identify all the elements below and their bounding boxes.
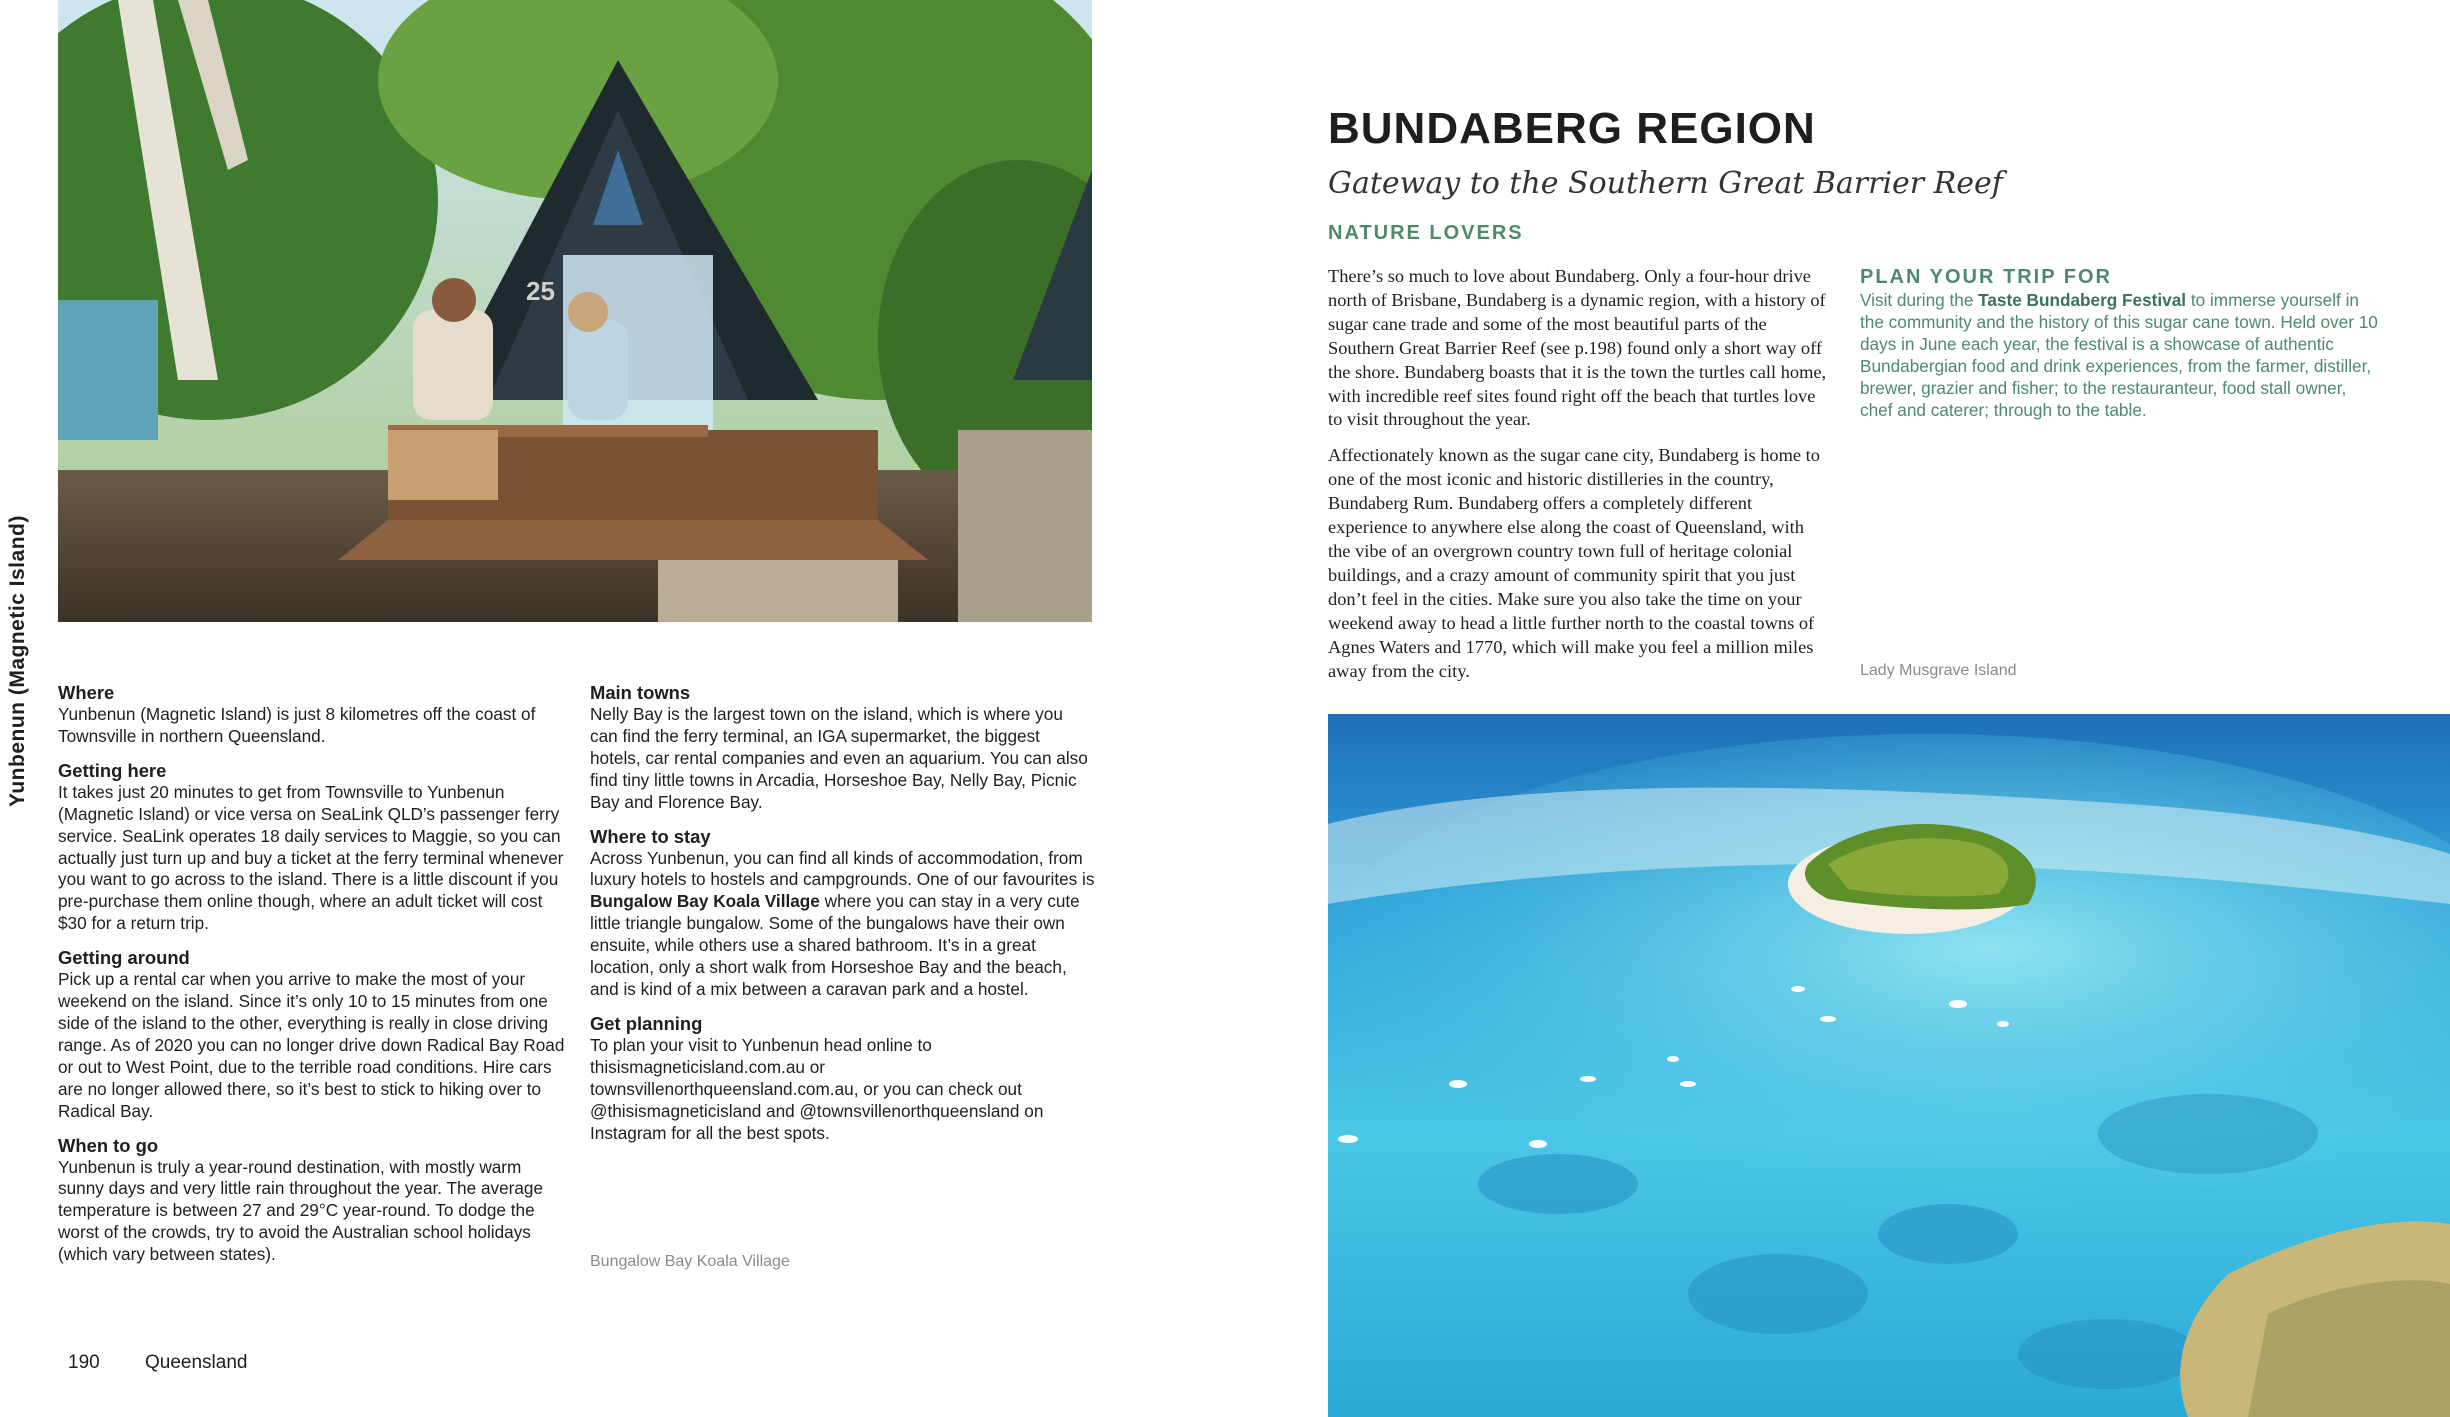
plan-trip-text-a: Visit during the xyxy=(1860,290,1979,310)
plan-trip-heading: PLAN YOUR TRIP FOR xyxy=(1860,266,2112,288)
intro-text xyxy=(1328,265,1828,695)
eyebrow-label: NATURE LOVERS xyxy=(1328,222,1524,244)
plan-trip-text-b: to immerse yourself in the community and the history of this sugar cane town. Held over 10 days in June each year, the festival is a showcase of authentic Bundabergian food and drink experiences, from the farmer, distiller, brewer, grazier and fisher; to the restauranteur, food stall owner, chef and caterer; through to the table. xyxy=(1860,290,2378,420)
heading-main-towns: Main towns xyxy=(590,682,691,703)
heading-get-planning: Get planning xyxy=(590,1012,703,1034)
body-getting-around: Pick up a rental car when you arrive to make the most of your weekend on the island. Since it’s only 10 to 15 minutes from one side of the island to the other, everything is really in close driving range. As of 2020 you can no longer drive down Radical Bay Road or out to West Point, due to the terrible road conditions. Hire cars are no longer allowed there, so it’s best to stick to hiking over to Radical Bay. xyxy=(58,969,565,1121)
hut-number-25: 25 xyxy=(526,276,555,306)
plan-trip-highlight: Taste Bundaberg Festival xyxy=(1978,290,2187,310)
caption-lady-musgrave: Lady Musgrave Island xyxy=(1860,662,2017,679)
left-column-1 xyxy=(58,682,568,1278)
where-to-stay-highlight: Bungalow Bay Koala Village xyxy=(590,891,820,912)
page-title: BUNDABERG REGION xyxy=(1328,104,1816,153)
heading-getting-around: Getting around xyxy=(58,947,190,969)
body-when-to-go: Yunbenun is truly a year-round destination, with mostly warm sunny days and very little rain throughout the year. The average temperature is between 27 and 29°C year-round. To dodge the worst of the crowds, try to avoid the Australian school holidays (which vary between states). xyxy=(58,1156,544,1265)
body-get-planning: To plan your visit to Yunbenun head online to thisismagneticisland.com.au or townsvillenorthqueensland.com.au, or you can check out @thisismagneticisland and @townsvillenorthqueensland on Instagram for all the best spots. xyxy=(590,1034,1044,1143)
intro-paragraph-1: There’s so much to love about Bundaberg. Only a four-hour drive north of Brisbane, Bundaberg is a dynamic region, with a history of sugar cane trade and some of the most beautiful parts of the Southern Great Barrier Reef (see p.198) found only a short way off the shore. Bundaberg boasts that it is the town the turtles call home, with incredible reef sites found right off the beach that turtles love to visit throughout the year. xyxy=(1328,266,1827,430)
body-where-to-stay xyxy=(590,848,1095,1001)
heading-when-to-go: When to go xyxy=(58,1134,159,1156)
body-main-towns: Nelly Bay is the largest town on the island, which is where you can find the ferry terminal, an IGA supermarket, the biggest hotels, car rental companies and even an aquarium. You can also find tiny little towns in Arcadia, Horseshoe Bay, Nelly Bay, Picnic Bay and Florence Bay. xyxy=(590,704,1088,812)
body-getting-here: It takes just 20 minutes to get from Townsville to Yunbenun (Magnetic Island) or vice versa on SeaLink QLD’s passenger ferry service. SeaLink operates 18 daily services to Maggie, so you can actually just turn up and buy a ticket at the ferry terminal whenever you want to go across to the island. There is a little discount if you pre-purchase them online though, where an adult ticket will cost $30 for a return trip. xyxy=(58,781,564,934)
where-to-stay-text-b: where you can stay in a very cute little triangle bungalow. Some of the bungalows have their own ensuite, while others use a shared bathroom. It’s in a great location, only a short walk from Horseshoe Bay and the beach, and is kind of a mix between a caravan park and a hostel. xyxy=(590,891,1080,999)
aerial-reef-island-photo xyxy=(1328,714,2450,1417)
heading-getting-here: Getting here xyxy=(58,759,167,781)
heading-where: Where xyxy=(58,682,115,703)
page-subtitle: Gateway to the Southern Great Barrier Reef xyxy=(1328,166,2003,201)
where-to-stay-text-a: Across Yunbenun, you can find all kinds of accommodation, from luxury hotels to hostels and campgrounds. One of our favourites is xyxy=(590,847,1095,890)
plan-trip-sidebar xyxy=(1860,265,2380,421)
intro-paragraph-2: Affectionately known as the sugar cane city, Bundaberg is home to one of the most iconic and historic distilleries in the country, Bundaberg Rum. Bundaberg offers a completely different experience to anywhere else along the coast of Queensland, with the vibe of an overgrown country town full of heritage colonial buildings, and a crazy amount of community spirit that you just don’t feel in the cities. Make sure you also take the time on your weekend away to head a little further north to the coastal towns of Agnes Waters and 1770, which will make you feel a million miles away from the city. xyxy=(1328,445,1820,681)
heading-where-to-stay: Where to stay xyxy=(590,825,711,847)
caption-bungalow: Bungalow Bay Koala Village xyxy=(590,1253,790,1270)
side-tab-label: Yunbenun (Magnetic Island) xyxy=(6,515,29,807)
a-frame-bungalow-photo xyxy=(58,0,1092,622)
plan-trip-body xyxy=(1860,289,2380,421)
left-column-2 xyxy=(590,682,1095,1156)
page-section: Queensland xyxy=(145,1352,248,1373)
body-where: Yunbenun (Magnetic Island) is just 8 kilometres off the coast of Townsville in northern Queensland. xyxy=(58,704,536,746)
page-number: 190 xyxy=(68,1352,100,1373)
